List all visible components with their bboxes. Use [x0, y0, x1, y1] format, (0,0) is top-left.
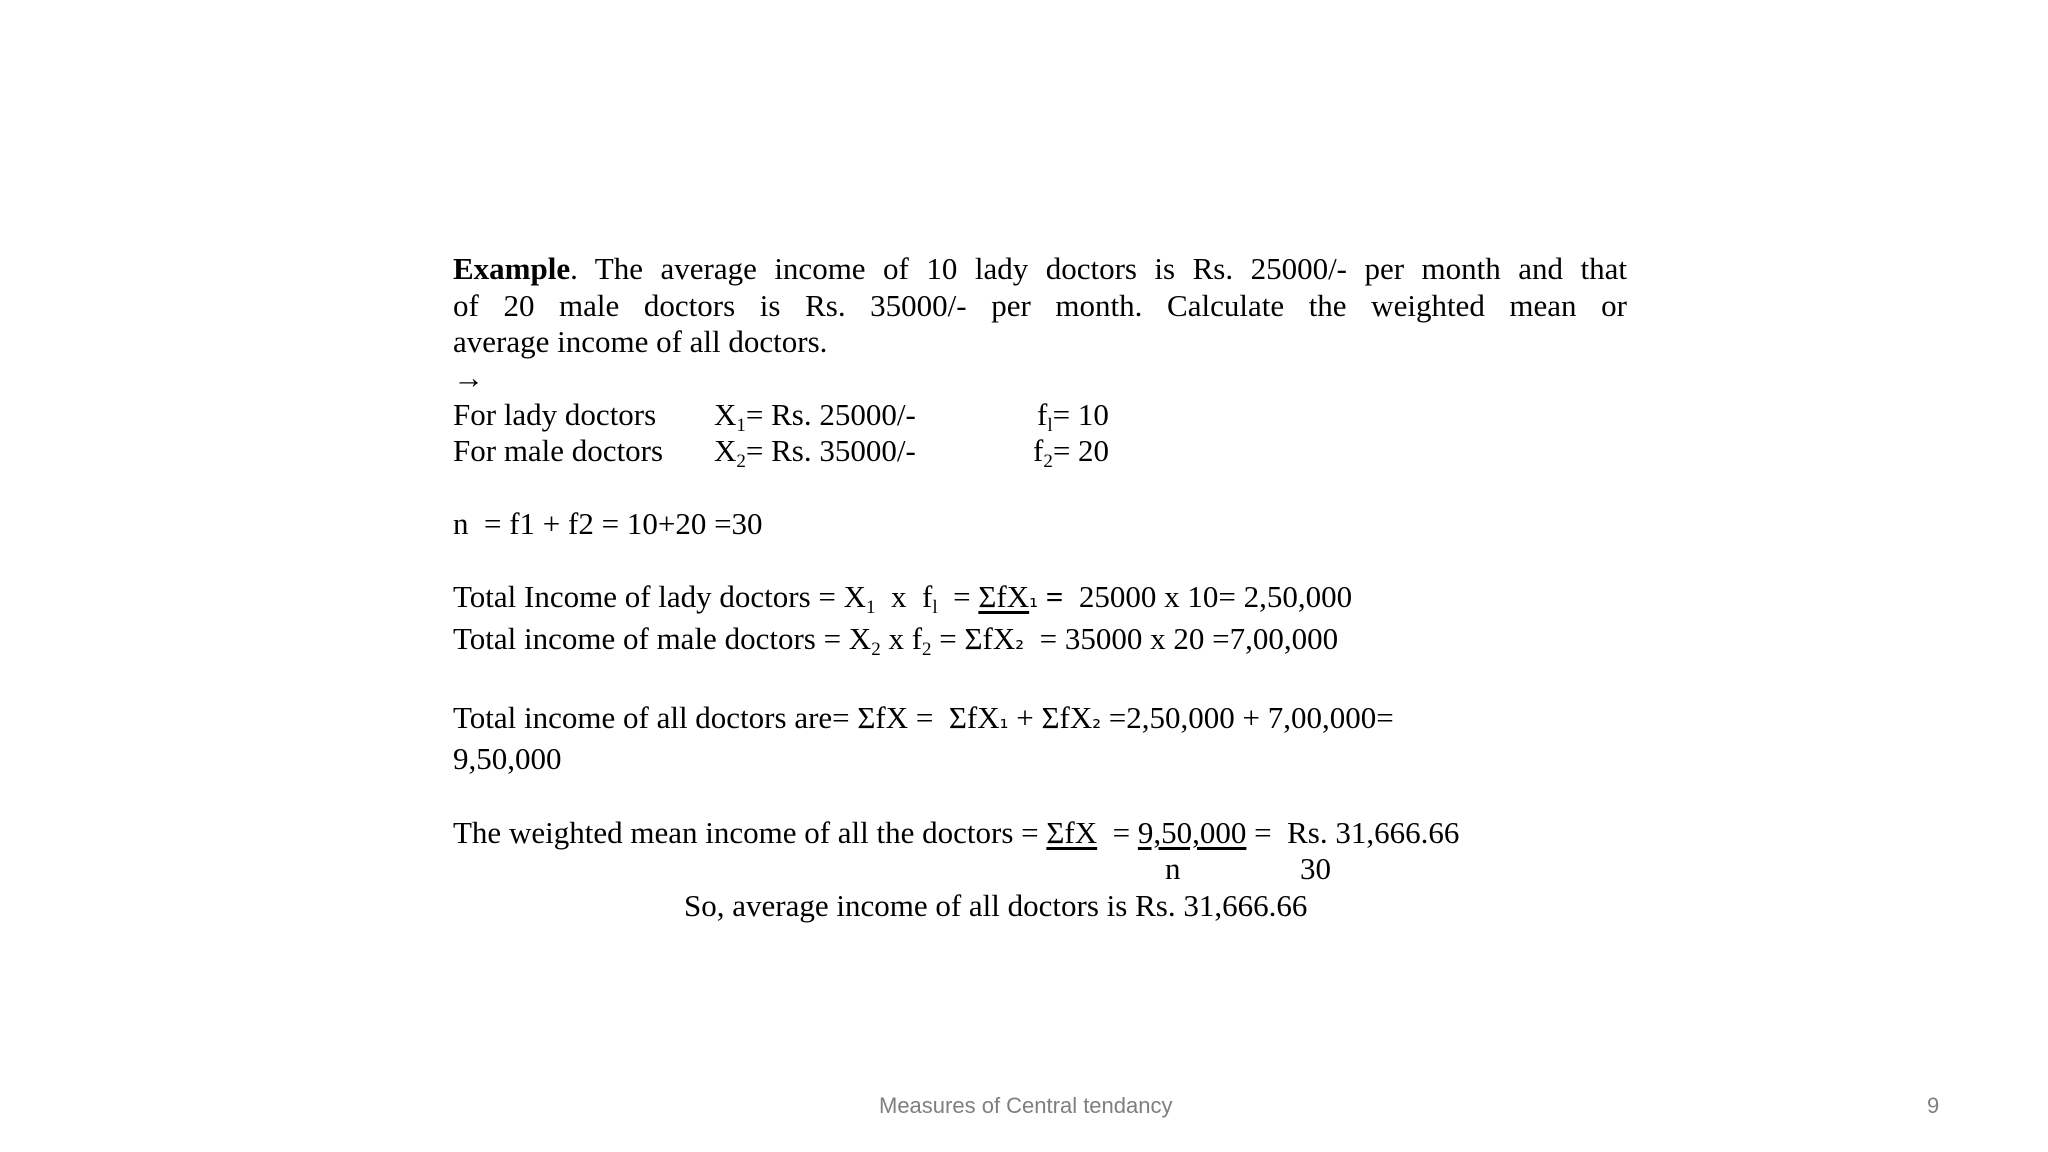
total-lady-sub1: 1 [866, 597, 876, 618]
weighted-mid: = [1097, 815, 1138, 850]
total-lady-sub2: l [932, 597, 938, 618]
male-doctors-label: For male doctors [453, 433, 664, 468]
lady-doctors-label: For lady doctors [453, 397, 657, 432]
weighted-numerator-value: 9,50,000 [1137, 815, 1247, 850]
f-value: = 10 [1052, 397, 1109, 432]
total-all-mid: + ΣfX [1008, 700, 1093, 735]
f-value: = 20 [1052, 433, 1110, 468]
lady-doctors-x [714, 397, 916, 436]
weighted-denominator-value: 30 [1300, 851, 1331, 886]
example-line-1-text: . The average income of 10 lady doctors is Rs. 25000/- per month and that [570, 251, 1627, 286]
total-lady-sigma-sub: ₁ [1029, 588, 1038, 613]
total-all-prefix: Total income of all doctors are= ΣfX = ΣfX [453, 700, 1000, 735]
total-lady-prefix: Total Income of lady doctors = X [453, 579, 867, 614]
total-all-rest: =2,50,000 + 7,00,000= [1101, 700, 1394, 735]
f-symbol: f [1037, 397, 1048, 432]
total-male-sigma-sub: ₂ [1015, 630, 1025, 655]
f-subscript: 2 [1043, 451, 1053, 472]
total-lady-equation [453, 579, 1352, 619]
f-symbol: f [1033, 433, 1044, 468]
total-lady-mid1: x f [875, 579, 933, 614]
total-male-equation [453, 621, 1338, 661]
arrow-symbol: → [453, 360, 484, 395]
footer-title: Measures of Central tendancy [879, 1093, 1173, 1118]
total-male-sub2: 2 [922, 639, 932, 660]
total-all-equation [453, 700, 1394, 740]
weighted-numerator: ΣfX [1046, 815, 1098, 850]
total-all-sub2: ₂ [1092, 709, 1102, 734]
weighted-result: = Rs. 31,666.66 [1246, 815, 1460, 850]
total-lady-mid2: = [937, 579, 979, 614]
total-lady-rest: 25000 x 10= 2,50,000 [1063, 579, 1353, 614]
x-subscript: 1 [736, 415, 746, 436]
n-equation: n = f1 + f2 = 10+20 =30 [453, 506, 763, 541]
male-doctors-x [714, 433, 916, 472]
total-male-sub1: 2 [871, 639, 881, 660]
total-lady-equals: = [1037, 579, 1064, 614]
weighted-denominator: n [1165, 851, 1181, 886]
page-number: 9 [1927, 1093, 1940, 1118]
example-line-3: average income of all doctors. [453, 324, 828, 359]
total-male-mid1: x f [880, 621, 923, 656]
x-value: = Rs. 25000/- [745, 397, 916, 432]
x-value: = Rs. 35000/- [745, 433, 916, 468]
male-doctors-f [1033, 433, 1110, 472]
weighted-mean-equation [453, 815, 1459, 851]
total-male-mid2: = ΣfX [931, 621, 1016, 656]
example-label: Example [453, 251, 571, 286]
weighted-prefix: The weighted mean income of all the doctors = [453, 815, 1047, 850]
total-male-rest: = 35000 x 20 =7,00,000 [1024, 621, 1339, 656]
total-all-sub1: ₁ [999, 709, 1009, 734]
total-male-prefix: Total income of male doctors = X [453, 621, 872, 656]
x-subscript: 2 [736, 451, 746, 472]
total-all-result: 9,50,000 [453, 741, 562, 776]
example-line-2: of 20 male doctors is Rs. 35000/- per month. Calculate the weighted mean or [453, 288, 1627, 323]
example-line-1 [453, 251, 1627, 287]
x-symbol: X [714, 433, 737, 468]
conclusion: So, average income of all doctors is Rs. 31,666.66 [684, 888, 1308, 923]
f-subscript: l [1047, 415, 1053, 436]
total-lady-sigma: ΣfX [978, 579, 1030, 614]
x-symbol: X [714, 397, 737, 432]
lady-doctors-f [1037, 397, 1109, 436]
